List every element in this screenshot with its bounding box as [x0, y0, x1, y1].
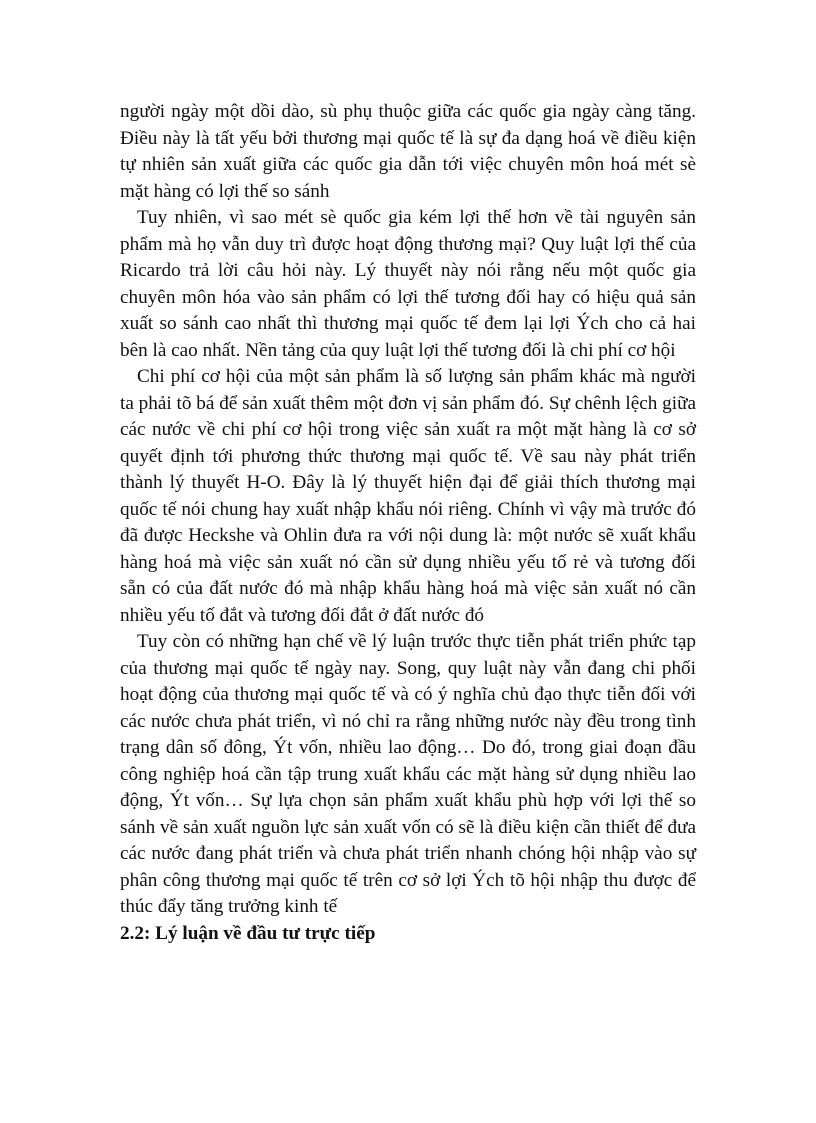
paragraph-limitations: Tuy còn có những hạn chế về lý luận trước thực tiễn phát triển phức tạp của thương mại quốc tế ngày nay. Song, quy luật này vẫn đang chi phối hoạt động của thương mại quốc tế và có ý nghĩa chủ đạo thực tiễn đối với các nước chưa phát triển, vì nó chỉ ra rằng những nước này đều trong tình trạng dân số đông, Ýt vốn, nhiều lao động… Do đó, trong giai đoạn đầu công nghiệp hoá cần tập trung xuất khẩu các mặt hàng sử dụng nhiều lao động, Ýt vốn… Sự lựa chọn sản phẩm xuất khẩu phù hợp với lợi thế so sánh về sản xuất nguồn lực sản xuất vốn có sẽ là điều kiện cần thiết để đưa các nước đang phát triển và chưa phát triển nhanh chóng hội nhập vào sự phân công thương mại quốc tế trên cơ sở lợi Ých tõ hội nhập thu được để thúc đẩy tăng trưởng kinh tế	[120, 631, 696, 917]
paragraph-ricardo: Tuy nhiên, vì sao mét sè quốc gia kém lợi thế hơn về tài nguyên sản phẩm mà họ vẫn duy trì được hoạt động thương mại? Quy luật lợi thế của Ricardo trả lời câu hỏi này. Lý thuyết này nói rằng nếu một quốc gia chuyên môn hóa vào sản phẩm có lợi thế tương đối hay có hiệu quả sản xuất so sánh cao nhất thì thương mại quốc tế đem lại lợi Ých cho cả hai bên là cao nhất. Nền tảng của quy luật lợi thế tương đối là chi phí cơ hội	[120, 207, 696, 361]
section-heading: 2.2: Lý luận về đầu tư trực tiếp	[120, 922, 376, 944]
paragraph-opportunity-cost: Chi phí cơ hội của một sản phẩm là số lượng sản phẩm khác mà người ta phải tõ bá để sản xuất thêm một đơn vị sản phẩm đó. Sự chênh lệch giữa các nước về chi phí cơ hội trong việc sản xuất ra một mặt hàng là cơ sở quyết định tới phương thức thương mại quốc tế. Về sau này phát triển thành lý thuyết H-O. Đây là lý thuyết hiện đại để giải thích thương mại quốc tế nói chung hay xuất nhập khẩu nói riêng. Chính vì vậy mà trước đó đã được Heckshe và Ohlin đưa ra với nội dung là: một nước sẽ xuất khẩu hàng hoá mà việc sản xuất nó cần sử dụng nhiều yếu tố rẻ và tương đối sẵn có của đất nước đó mà nhập khẩu hàng hoá mà việc sản xuất nó cần nhiều yếu tố đắt và tương đối đắt ở đất nước đó	[120, 366, 696, 626]
paragraph-continuation: người ngày một dồi dào, sù phụ thuộc giữa các quốc gia ngày càng tăng. Điều này là tất yếu bởi thương mại quốc tế là sự đa dạng hoá về điều kiện tự nhiên sản xuất giữa các quốc gia dẫn tới việc chuyên môn hoá mét sè mặt hàng có lợi thế so sánh	[120, 101, 696, 202]
document-page	[120, 99, 696, 947]
